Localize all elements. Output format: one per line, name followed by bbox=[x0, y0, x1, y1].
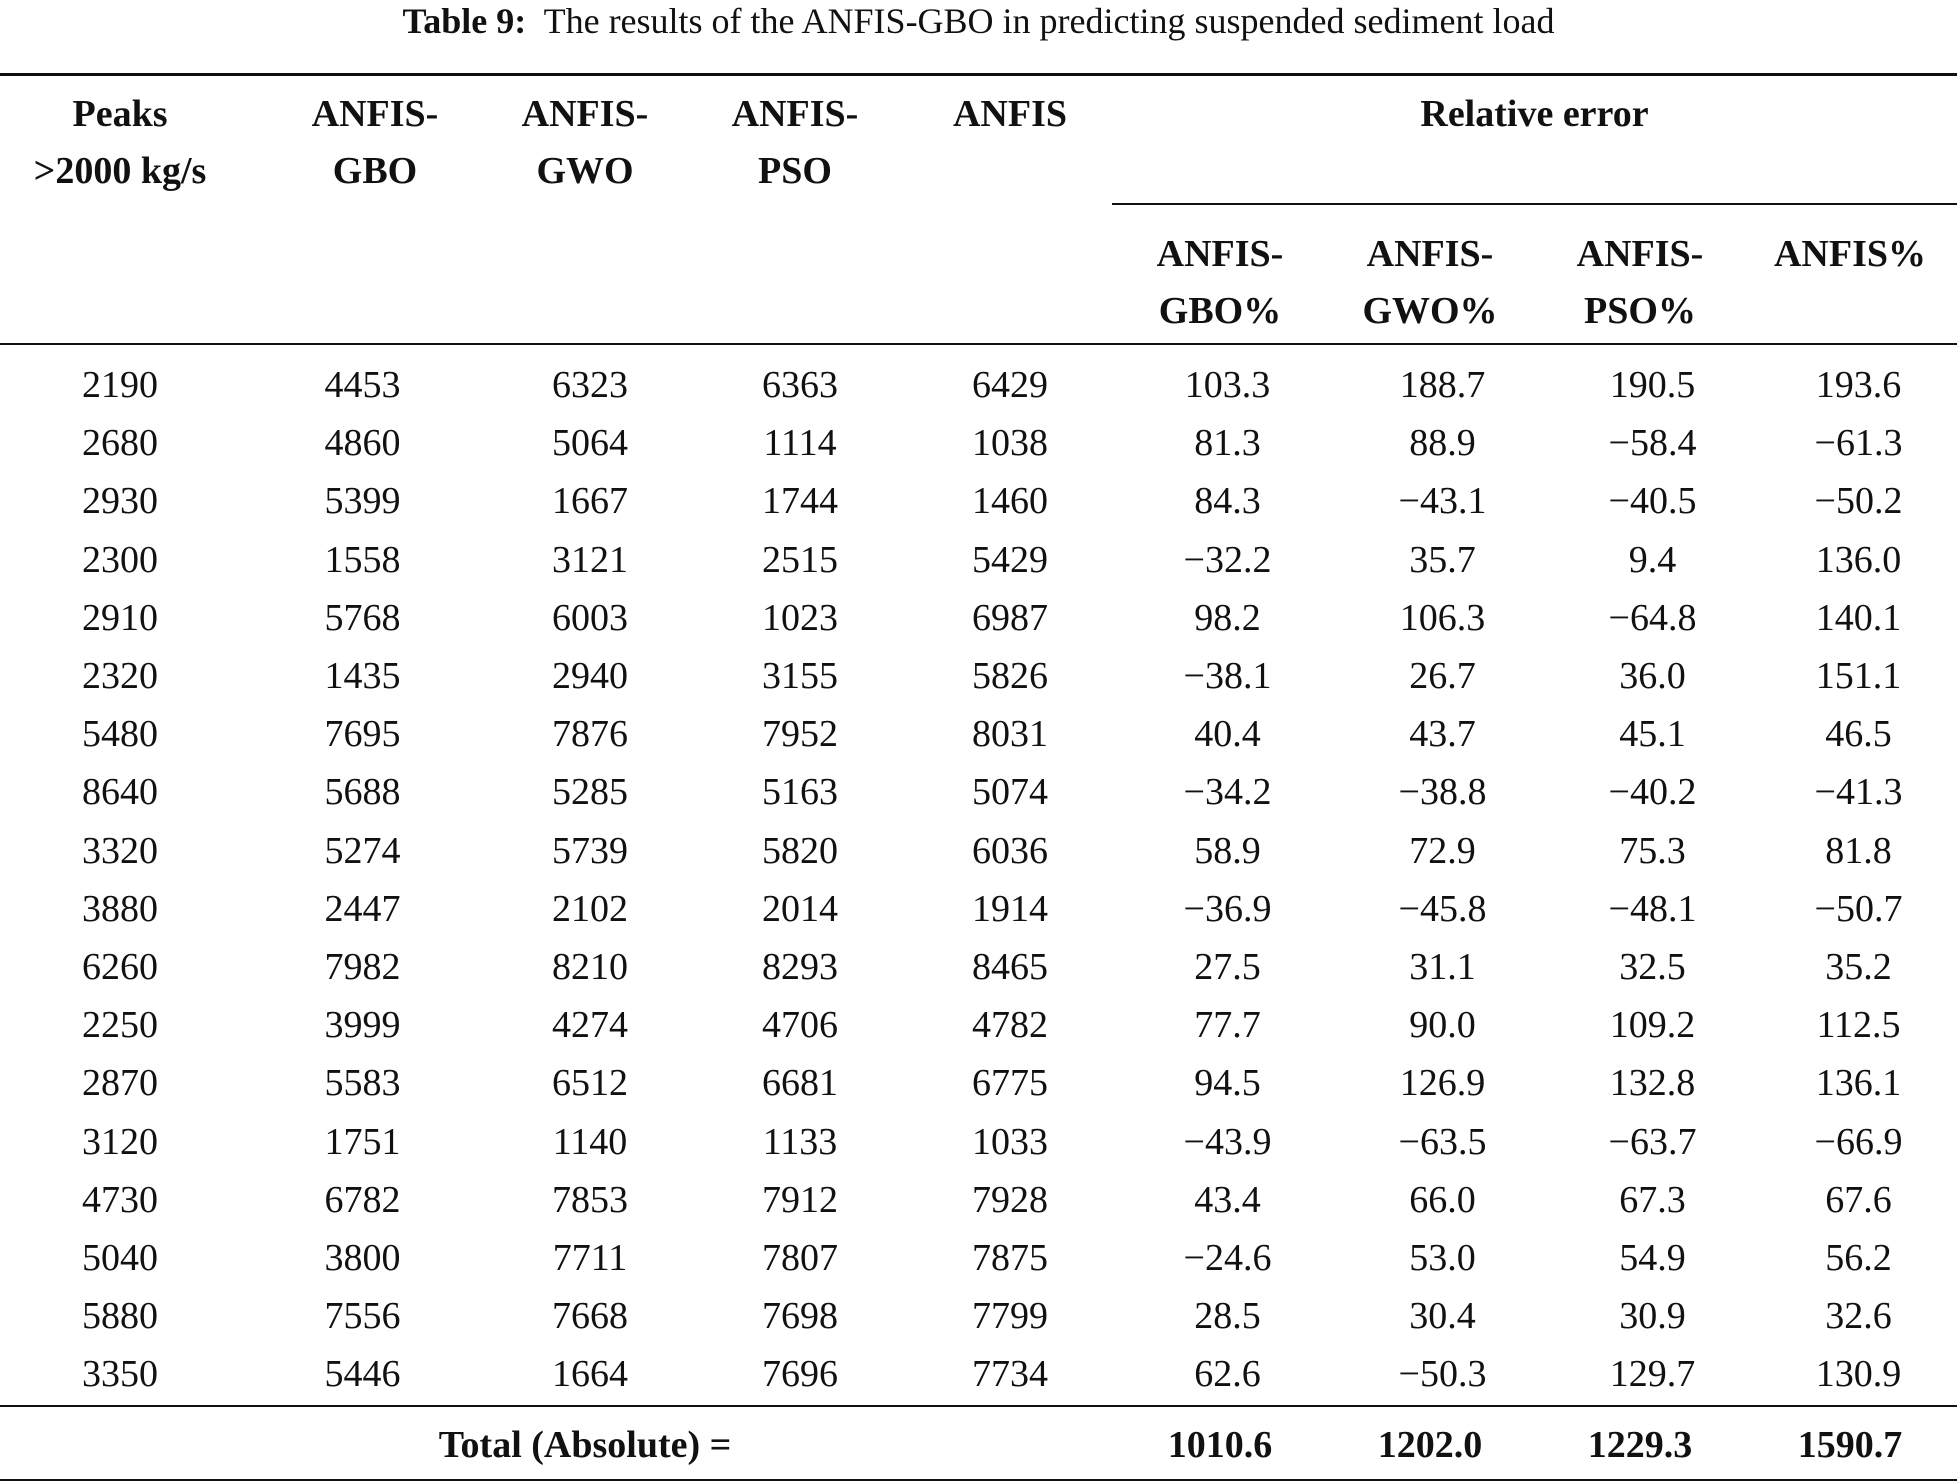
cell-anfis-gwo: 8210 bbox=[552, 945, 628, 988]
cell-re-anfis-pso: −48.1 bbox=[1608, 887, 1697, 930]
total-anfis: 1590.7 bbox=[1797, 1424, 1903, 1466]
cell-anfis-gbo: 3999 bbox=[324, 1004, 401, 1047]
cell-peaks: 2320 bbox=[82, 655, 158, 698]
cell-anfis-gbo: 4860 bbox=[324, 422, 401, 465]
cell-anfis: 4782 bbox=[972, 1004, 1048, 1047]
cell-anfis: 1914 bbox=[972, 887, 1048, 930]
cell-anfis-pso: 6363 bbox=[762, 364, 838, 407]
cell-re-anfis-gwo: 53.0 bbox=[1409, 1236, 1476, 1279]
cell-peaks: 4730 bbox=[82, 1178, 158, 1221]
header-anfis-pso-line2: PSO bbox=[758, 150, 832, 192]
cell-anfis: 6429 bbox=[972, 364, 1048, 407]
cell-re-anfis-gwo: −38.8 bbox=[1398, 771, 1487, 814]
cell-anfis-pso: 7807 bbox=[762, 1236, 838, 1279]
cell-anfis-pso: 8293 bbox=[762, 945, 838, 988]
cell-anfis: 8031 bbox=[972, 713, 1048, 756]
cell-anfis: 5074 bbox=[972, 771, 1048, 814]
cell-anfis-gwo: 1667 bbox=[552, 480, 628, 523]
cell-peaks: 3880 bbox=[82, 887, 158, 930]
cell-re-anfis-gwo: 35.7 bbox=[1409, 538, 1476, 581]
cell-re-anfis-gbo: −43.9 bbox=[1183, 1120, 1272, 1163]
cell-anfis-pso: 6681 bbox=[762, 1062, 838, 1105]
header-re-anfis-pso-line1: ANFIS- bbox=[1576, 233, 1704, 275]
table-row bbox=[0, 414, 1957, 472]
cell-peaks: 3350 bbox=[82, 1353, 158, 1396]
cell-anfis-gbo: 5768 bbox=[324, 596, 401, 639]
cell-anfis: 5429 bbox=[972, 538, 1048, 581]
cell-anfis-gwo: 5064 bbox=[552, 422, 628, 465]
table-row bbox=[0, 356, 1957, 414]
cell-re-anfis-gbo: 43.4 bbox=[1194, 1178, 1261, 1221]
cell-anfis-pso: 7696 bbox=[762, 1353, 838, 1396]
cell-anfis-gwo: 7853 bbox=[552, 1178, 628, 1221]
cell-anfis-gbo: 1435 bbox=[324, 655, 401, 698]
cell-re-anfis: 67.6 bbox=[1825, 1178, 1892, 1221]
header-re-anfis-gbo-line2: GBO% bbox=[1158, 290, 1282, 332]
cell-re-anfis-gwo: 26.7 bbox=[1409, 655, 1476, 698]
cell-re-anfis-gbo: −36.9 bbox=[1183, 887, 1272, 930]
cell-anfis-gbo: 7695 bbox=[324, 713, 401, 756]
cell-anfis-gbo: 4453 bbox=[324, 364, 401, 407]
cell-re-anfis-gwo: 90.0 bbox=[1409, 1004, 1476, 1047]
cell-re-anfis: 46.5 bbox=[1825, 713, 1892, 756]
table-row bbox=[0, 705, 1957, 763]
cell-re-anfis-gbo: 84.3 bbox=[1194, 480, 1261, 523]
cell-re-anfis-pso: 132.8 bbox=[1609, 1062, 1696, 1105]
cell-re-anfis-pso: 54.9 bbox=[1619, 1236, 1686, 1279]
cell-anfis-gwo: 5739 bbox=[552, 829, 628, 872]
cell-anfis-gwo: 1140 bbox=[552, 1120, 628, 1163]
cell-re-anfis: −41.3 bbox=[1814, 771, 1903, 814]
cell-peaks: 2680 bbox=[82, 422, 158, 465]
cell-anfis-gwo: 2940 bbox=[552, 655, 628, 698]
cell-anfis-pso: 2014 bbox=[762, 887, 838, 930]
cell-anfis-gbo: 5446 bbox=[324, 1353, 401, 1396]
cell-re-anfis: 136.1 bbox=[1815, 1062, 1902, 1105]
cell-re-anfis-gbo: 77.7 bbox=[1194, 1004, 1261, 1047]
cell-re-anfis-pso: 9.4 bbox=[1628, 538, 1677, 581]
header-anfis-gbo-line2: GBO bbox=[332, 150, 418, 192]
table-row bbox=[0, 822, 1957, 880]
cell-re-anfis: 151.1 bbox=[1815, 655, 1902, 698]
cell-anfis-gwo: 7711 bbox=[552, 1236, 628, 1279]
cell-re-anfis-gbo: 62.6 bbox=[1194, 1353, 1261, 1396]
cell-anfis: 6775 bbox=[972, 1062, 1048, 1105]
header-anfis-gbo bbox=[300, 86, 450, 200]
cell-anfis: 1038 bbox=[972, 422, 1048, 465]
cell-re-anfis-pso: −58.4 bbox=[1608, 422, 1697, 465]
cell-anfis-gbo: 1558 bbox=[324, 538, 401, 581]
header-peaks-line1: Peaks bbox=[72, 93, 168, 135]
cell-anfis-gbo: 5688 bbox=[324, 771, 401, 814]
cell-re-anfis: −50.2 bbox=[1814, 480, 1903, 523]
total-rule bbox=[0, 1405, 1957, 1407]
cell-anfis-pso: 7912 bbox=[762, 1178, 838, 1221]
cell-anfis-pso: 1023 bbox=[762, 596, 838, 639]
cell-re-anfis-pso: 75.3 bbox=[1619, 829, 1686, 872]
cell-re-anfis-pso: 30.9 bbox=[1619, 1295, 1686, 1338]
cell-anfis: 7734 bbox=[972, 1353, 1048, 1396]
cell-re-anfis-gwo: −43.1 bbox=[1398, 480, 1487, 523]
cell-re-anfis: 193.6 bbox=[1815, 364, 1902, 407]
cell-anfis-pso: 5820 bbox=[762, 829, 838, 872]
cell-re-anfis: 130.9 bbox=[1815, 1353, 1902, 1396]
cell-re-anfis-gbo: 81.3 bbox=[1194, 422, 1261, 465]
cell-re-anfis-gbo: −32.2 bbox=[1183, 538, 1272, 581]
cell-re-anfis: 140.1 bbox=[1815, 596, 1902, 639]
cell-anfis-gbo: 6782 bbox=[324, 1178, 401, 1221]
cell-re-anfis-gwo: −63.5 bbox=[1398, 1120, 1487, 1163]
cell-re-anfis-gbo: 40.4 bbox=[1194, 713, 1261, 756]
cell-anfis-gbo: 1751 bbox=[324, 1120, 401, 1163]
cell-re-anfis: −61.3 bbox=[1814, 422, 1903, 465]
cell-re-anfis-pso: −64.8 bbox=[1608, 596, 1697, 639]
total-anfis-pso: 1229.3 bbox=[1587, 1424, 1693, 1466]
cell-re-anfis-pso: 36.0 bbox=[1619, 655, 1686, 698]
table-row bbox=[0, 1054, 1957, 1112]
cell-anfis-gwo: 5285 bbox=[552, 771, 628, 814]
header-re-anfis-gbo bbox=[1140, 226, 1300, 340]
cell-re-anfis-pso: 32.5 bbox=[1619, 945, 1686, 988]
cell-re-anfis-pso: −63.7 bbox=[1608, 1120, 1697, 1163]
table-row bbox=[0, 1287, 1957, 1345]
header-rule bbox=[0, 343, 1957, 345]
cell-anfis-gbo: 3800 bbox=[324, 1236, 401, 1279]
header-peaks-line2: >2000 kg/s bbox=[33, 150, 207, 192]
relative-error-rule bbox=[1112, 203, 1957, 205]
header-re-anfis-gwo-line2: GWO% bbox=[1362, 290, 1498, 332]
cell-anfis-gwo: 6512 bbox=[552, 1062, 628, 1105]
cell-re-anfis-gbo: 27.5 bbox=[1194, 945, 1261, 988]
header-relative-error bbox=[1112, 86, 1957, 143]
cell-re-anfis-gwo: −50.3 bbox=[1398, 1353, 1487, 1396]
cell-peaks: 3320 bbox=[82, 829, 158, 872]
cell-re-anfis-pso: −40.2 bbox=[1608, 771, 1697, 814]
cell-re-anfis-pso: 67.3 bbox=[1619, 1178, 1686, 1221]
cell-anfis: 1460 bbox=[972, 480, 1048, 523]
cell-re-anfis-gbo: −24.6 bbox=[1183, 1236, 1272, 1279]
header-re-anfis-pso bbox=[1560, 226, 1720, 340]
cell-anfis-gbo: 5399 bbox=[324, 480, 401, 523]
cell-re-anfis-gwo: 72.9 bbox=[1409, 829, 1476, 872]
cell-anfis-gbo: 7982 bbox=[324, 945, 401, 988]
cell-peaks: 2870 bbox=[82, 1062, 158, 1105]
cell-re-anfis-gbo: 103.3 bbox=[1184, 364, 1271, 407]
header-anfis-gbo-line1: ANFIS- bbox=[311, 93, 439, 135]
cell-anfis-gwo: 4274 bbox=[552, 1004, 628, 1047]
cell-re-anfis-gwo: 66.0 bbox=[1409, 1178, 1476, 1221]
cell-re-anfis-gwo: 30.4 bbox=[1409, 1295, 1476, 1338]
header-relative-error-text: Relative error bbox=[1420, 93, 1649, 135]
cell-re-anfis-gbo: 98.2 bbox=[1194, 596, 1261, 639]
cell-peaks: 5880 bbox=[82, 1295, 158, 1338]
cell-re-anfis-pso: 190.5 bbox=[1609, 364, 1696, 407]
top-rule bbox=[0, 73, 1957, 76]
cell-re-anfis-pso: −40.5 bbox=[1608, 480, 1697, 523]
cell-re-anfis: 35.2 bbox=[1825, 945, 1892, 988]
table-row bbox=[0, 531, 1957, 589]
cell-re-anfis: 81.8 bbox=[1825, 829, 1892, 872]
cell-anfis: 6987 bbox=[972, 596, 1048, 639]
cell-anfis-gwo: 3121 bbox=[552, 538, 628, 581]
cell-peaks: 6260 bbox=[82, 945, 158, 988]
cell-peaks: 2910 bbox=[82, 596, 158, 639]
cell-re-anfis-gbo: 58.9 bbox=[1194, 829, 1261, 872]
cell-peaks: 2930 bbox=[82, 480, 158, 523]
header-anfis-text: ANFIS bbox=[952, 93, 1068, 135]
cell-anfis: 7799 bbox=[972, 1295, 1048, 1338]
cell-anfis: 7928 bbox=[972, 1178, 1048, 1221]
cell-anfis-pso: 1133 bbox=[762, 1120, 838, 1163]
table-row bbox=[0, 938, 1957, 996]
total-anfis-gwo: 1202.0 bbox=[1377, 1424, 1483, 1466]
table-caption-label: Table 9: bbox=[402, 1, 527, 41]
cell-anfis-pso: 5163 bbox=[762, 771, 838, 814]
cell-peaks: 5040 bbox=[82, 1236, 158, 1279]
cell-re-anfis: 112.5 bbox=[1816, 1004, 1901, 1047]
table-row bbox=[0, 1171, 1957, 1229]
cell-anfis-pso: 7698 bbox=[762, 1295, 838, 1338]
cell-re-anfis-gwo: 126.9 bbox=[1399, 1062, 1486, 1105]
table-caption-text: The results of the ANFIS-GBO in predicting suspended sediment load bbox=[543, 1, 1555, 41]
cell-anfis-gbo: 2447 bbox=[324, 887, 401, 930]
cell-anfis-pso: 3155 bbox=[762, 655, 838, 698]
table-row bbox=[0, 647, 1957, 705]
table-row bbox=[0, 880, 1957, 938]
cell-re-anfis: 136.0 bbox=[1815, 538, 1902, 581]
cell-peaks: 8640 bbox=[82, 771, 158, 814]
cell-re-anfis-gbo: 94.5 bbox=[1194, 1062, 1261, 1105]
table-row bbox=[0, 1229, 1957, 1287]
cell-re-anfis-gwo: 188.7 bbox=[1399, 364, 1486, 407]
cell-anfis-pso: 7952 bbox=[762, 713, 838, 756]
cell-anfis: 7875 bbox=[972, 1236, 1048, 1279]
table-row bbox=[0, 472, 1957, 530]
header-re-anfis-gwo bbox=[1350, 226, 1510, 340]
cell-anfis-gbo: 7556 bbox=[324, 1295, 401, 1338]
header-anfis-pso-line1: ANFIS- bbox=[731, 93, 859, 135]
table-row bbox=[0, 763, 1957, 821]
cell-re-anfis-pso: 109.2 bbox=[1609, 1004, 1696, 1047]
header-re-anfis-text: ANFIS% bbox=[1773, 233, 1927, 275]
cell-anfis: 6036 bbox=[972, 829, 1048, 872]
results-table-body bbox=[0, 356, 1957, 1403]
cell-anfis-gwo: 7876 bbox=[552, 713, 628, 756]
header-anfis-gwo-line1: ANFIS- bbox=[521, 93, 649, 135]
total-row bbox=[0, 1416, 1957, 1474]
cell-anfis: 8465 bbox=[972, 945, 1048, 988]
cell-re-anfis-gbo: 28.5 bbox=[1194, 1295, 1261, 1338]
header-re-anfis-gwo-line1: ANFIS- bbox=[1366, 233, 1494, 275]
cell-anfis-gwo: 2102 bbox=[552, 887, 628, 930]
table-row bbox=[0, 996, 1957, 1054]
cell-anfis-gbo: 5583 bbox=[324, 1062, 401, 1105]
header-anfis-pso bbox=[720, 86, 870, 200]
cell-anfis-pso: 4706 bbox=[762, 1004, 838, 1047]
cell-anfis-gwo: 7668 bbox=[552, 1295, 628, 1338]
header-peaks bbox=[0, 86, 240, 200]
cell-re-anfis: −50.7 bbox=[1814, 887, 1903, 930]
header-re-anfis bbox=[1760, 226, 1940, 283]
cell-anfis-gwo: 6003 bbox=[552, 596, 628, 639]
cell-anfis-gwo: 6323 bbox=[552, 364, 628, 407]
table-caption bbox=[0, 0, 1957, 42]
cell-re-anfis: 32.6 bbox=[1825, 1295, 1892, 1338]
header-anfis-gwo-line2: GWO bbox=[536, 150, 634, 192]
cell-re-anfis-gwo: 43.7 bbox=[1409, 713, 1476, 756]
cell-peaks: 5480 bbox=[82, 713, 158, 756]
cell-anfis-pso: 1114 bbox=[763, 422, 837, 465]
cell-anfis-pso: 2515 bbox=[762, 538, 838, 581]
cell-re-anfis-gwo: 88.9 bbox=[1409, 422, 1476, 465]
cell-anfis: 1033 bbox=[972, 1120, 1048, 1163]
cell-anfis-gbo: 5274 bbox=[324, 829, 401, 872]
table-row bbox=[0, 1112, 1957, 1170]
cell-peaks: 2250 bbox=[82, 1004, 158, 1047]
cell-peaks: 3120 bbox=[82, 1120, 158, 1163]
header-re-anfis-pso-line2: PSO% bbox=[1584, 290, 1696, 332]
cell-peaks: 2190 bbox=[82, 364, 158, 407]
header-anfis bbox=[930, 86, 1090, 143]
cell-peaks: 2300 bbox=[82, 538, 158, 581]
cell-re-anfis: 56.2 bbox=[1825, 1236, 1892, 1279]
table-row bbox=[0, 589, 1957, 647]
cell-re-anfis-gbo: −38.1 bbox=[1183, 655, 1272, 698]
total-label: Total (Absolute) = bbox=[438, 1424, 732, 1466]
cell-re-anfis-gwo: 106.3 bbox=[1399, 596, 1486, 639]
total-anfis-gbo: 1010.6 bbox=[1167, 1424, 1273, 1466]
cell-re-anfis-pso: 129.7 bbox=[1609, 1353, 1696, 1396]
cell-re-anfis: −66.9 bbox=[1814, 1120, 1903, 1163]
cell-re-anfis-gbo: −34.2 bbox=[1183, 771, 1272, 814]
cell-anfis-pso: 1744 bbox=[762, 480, 838, 523]
cell-anfis: 5826 bbox=[972, 655, 1048, 698]
cell-re-anfis-gwo: −45.8 bbox=[1398, 887, 1487, 930]
header-anfis-gwo bbox=[510, 86, 660, 200]
table-row bbox=[0, 1345, 1957, 1403]
cell-re-anfis-gwo: 31.1 bbox=[1409, 945, 1476, 988]
header-re-anfis-gbo-line1: ANFIS- bbox=[1156, 233, 1284, 275]
cell-re-anfis-pso: 45.1 bbox=[1619, 713, 1686, 756]
cell-anfis-gwo: 1664 bbox=[552, 1353, 628, 1396]
